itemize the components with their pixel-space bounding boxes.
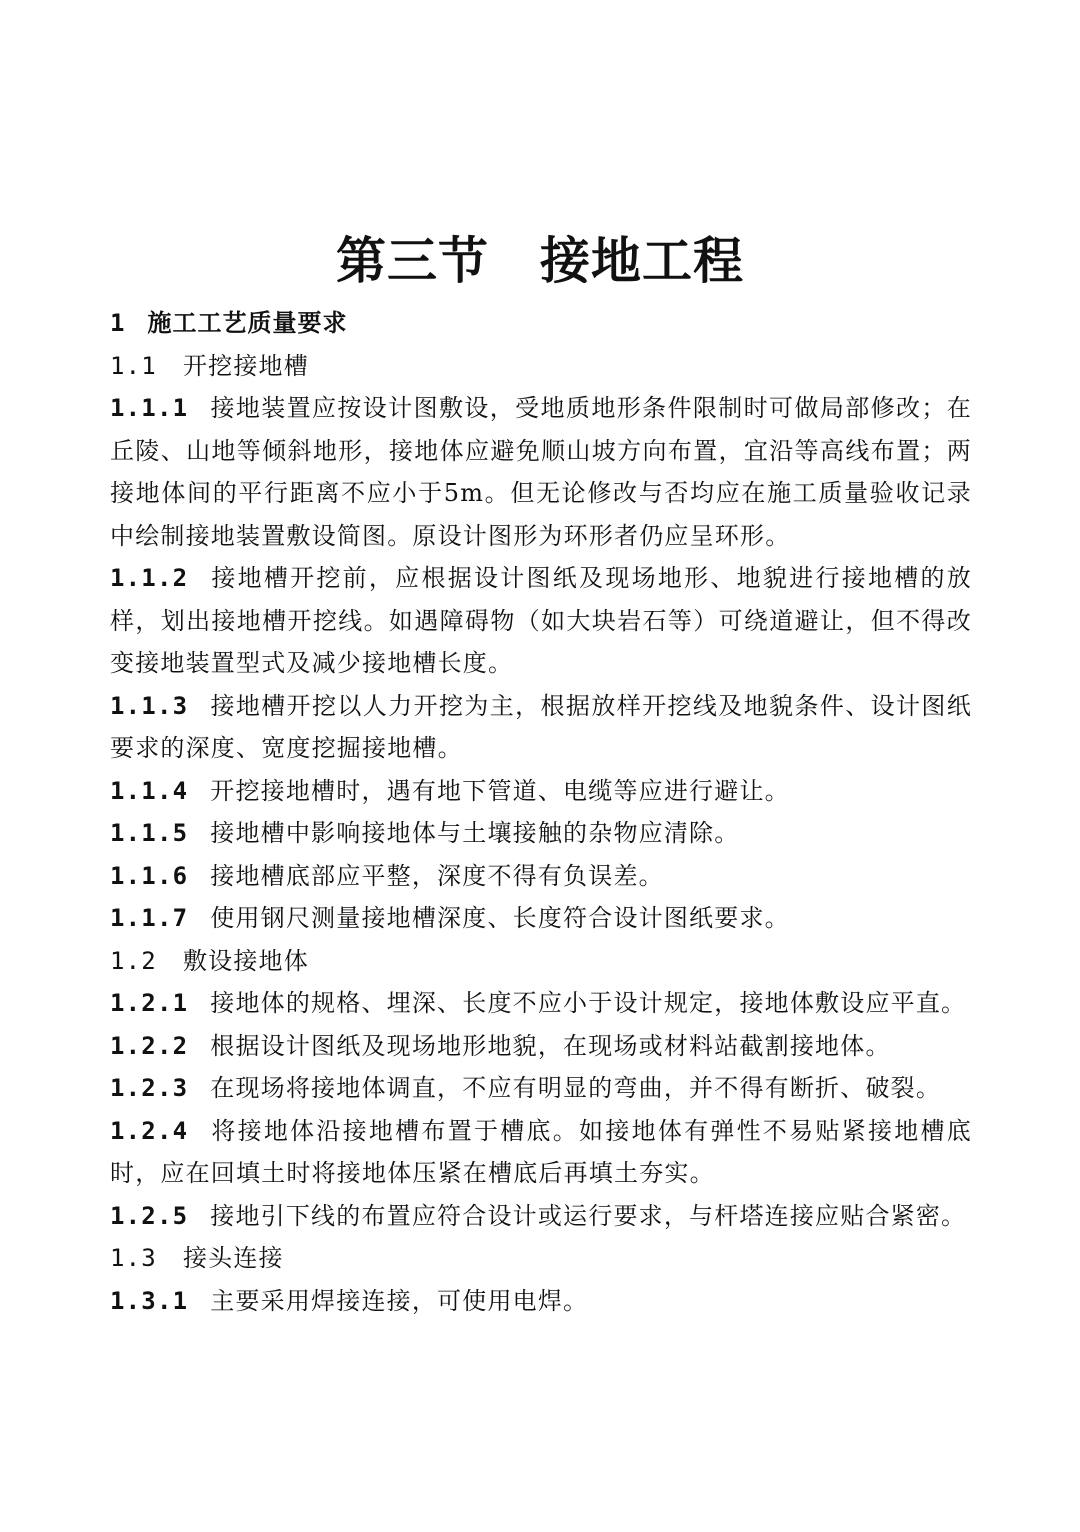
subheading-text: 接头连接	[182, 1244, 284, 1272]
subheading-number: 1.3	[110, 1244, 157, 1272]
clause-1-2-4	[110, 1110, 972, 1195]
heading-1-2	[110, 940, 972, 983]
document-body	[110, 302, 972, 1322]
heading-1-3	[110, 1237, 972, 1280]
clause-number: 1.1.3	[110, 691, 189, 720]
clause-number: 1.1.6	[110, 861, 189, 890]
clause-text: 接地装置应按设计图敷设，受地质地形条件限制时可做局部修改；在丘陵、山地等倾斜地形，接地体应避免顺山坡方向布置，宜沿等高线布置；两接地体间的平行距离不应小于5m。但无论修改与否均应在施工质量验收记录中绘制接地装置敷设简图。原设计图形为环形者仍应呈环形。	[110, 394, 972, 550]
clause-text: 接地体的规格、埋深、长度不应小于设计规定，接地体敷设应平直。	[210, 989, 967, 1017]
clause-text: 开挖接地槽时，遇有地下管道、电缆等应进行避让。	[210, 776, 790, 805]
clause-1-2-1	[110, 982, 972, 1025]
clause-text: 主要采用焊接连接，可使用电焊。	[210, 1286, 589, 1315]
clause-number: 1.2.2	[110, 1031, 189, 1060]
clause-1-1-1	[110, 387, 972, 557]
clause-1-1-6	[110, 855, 972, 898]
section-title: 第三节 接地工程	[336, 231, 744, 290]
heading-1-1	[110, 345, 972, 388]
heading-number: 1	[110, 309, 126, 337]
clause-1-2-5	[110, 1195, 972, 1238]
clause-number: 1.1.4	[110, 776, 189, 805]
clause-number: 1.2.4	[110, 1116, 189, 1145]
clause-text: 接地槽中影响接地体与土壤接触的杂物应清除。	[210, 819, 740, 847]
subheading-number: 1.2	[110, 946, 157, 975]
clause-text: 在现场将接地体调直，不应有明显的弯曲，并不得有断折、破裂。	[210, 1074, 942, 1102]
clause-number: 1.1.7	[110, 904, 189, 932]
subheading-number: 1.1	[110, 351, 157, 380]
clause-number: 1.2.5	[110, 1201, 189, 1230]
clause-1-1-2	[110, 557, 972, 685]
clause-1-2-2	[110, 1025, 972, 1068]
clause-text: 根据设计图纸及现场地形地貌，在现场或材料站截割接地体。	[210, 1031, 891, 1060]
clause-text: 接地引下线的布置应符合设计或运行要求，与杆塔连接应贴合紧密。	[210, 1201, 967, 1230]
subheading-text: 开挖接地槽	[182, 351, 309, 380]
heading-text: 施工工艺质量要求	[147, 309, 348, 337]
clause-text: 使用钢尺测量接地槽深度、长度符合设计图纸要求。	[210, 904, 790, 932]
clause-1-3-1	[110, 1280, 972, 1323]
subheading-text: 敷设接地体	[182, 946, 309, 975]
clause-1-1-4	[110, 770, 972, 813]
clause-1-1-3	[110, 685, 972, 770]
clause-text: 接地槽开挖以人力开挖为主，根据放样开挖线及地貌条件、设计图纸要求的深度、宽度挖掘接地槽。	[110, 691, 972, 762]
clause-text: 接地槽底部应平整，深度不得有负误差。	[210, 861, 664, 890]
heading-1	[110, 302, 972, 345]
clause-number: 1.1.5	[110, 819, 189, 847]
clause-1-2-3	[110, 1067, 972, 1110]
clause-1-1-7	[110, 897, 972, 940]
clause-text: 接地槽开挖前，应根据设计图纸及现场地形、地貌进行接地槽的放样，划出接地槽开挖线。如遇障碍物（如大块岩石等）可绕道避让，但不得改变接地装置型式及减少接地槽长度。	[110, 564, 972, 677]
clause-number: 1.1.2	[110, 564, 189, 592]
clause-number: 1.2.3	[110, 1074, 189, 1102]
clause-number: 1.3.1	[110, 1286, 189, 1315]
clause-number: 1.1.1	[110, 394, 189, 422]
clause-1-1-5	[110, 812, 972, 855]
clause-text: 将接地体沿接地槽布置于槽底。如接地体有弹性不易贴紧接地槽底时，应在回填土时将接地体压紧在槽底后再填土夯实。	[110, 1116, 972, 1187]
clause-number: 1.2.1	[110, 989, 189, 1017]
